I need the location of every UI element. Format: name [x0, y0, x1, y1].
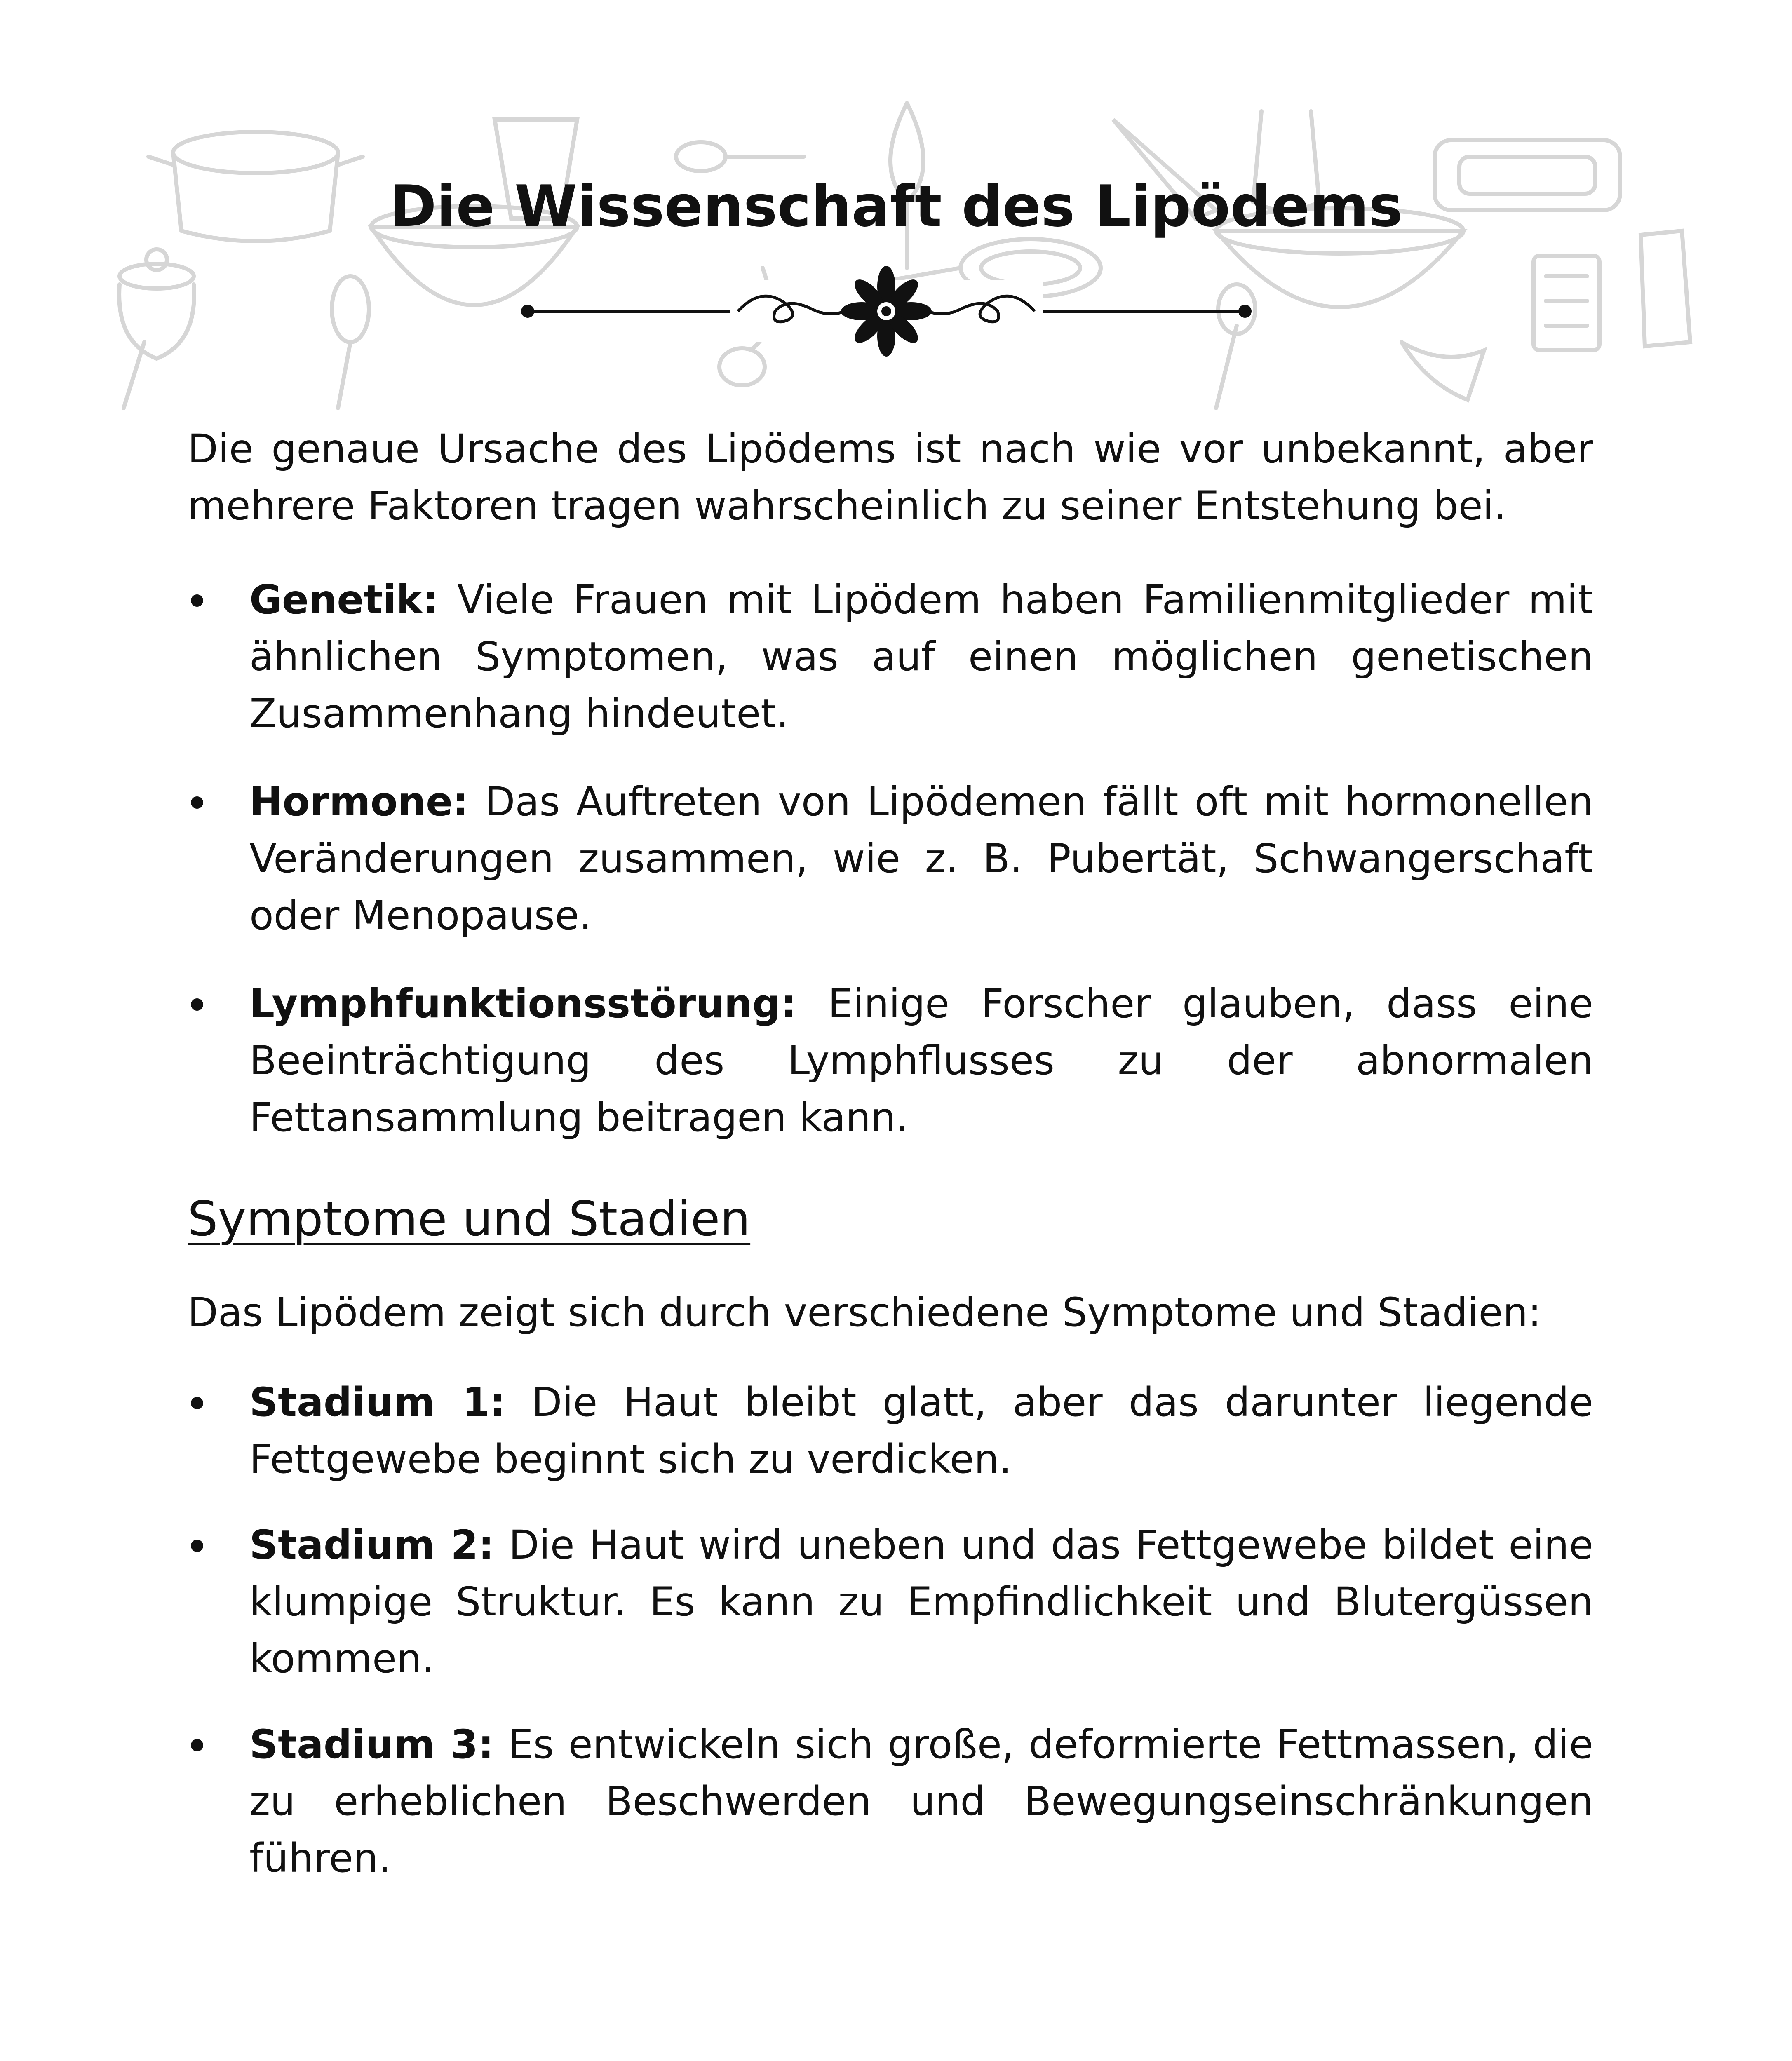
item-text: Viele Frauen mit Lipödem haben Familienmitglieder mit ähnlichen Symptomen, was auf einen möglichen genetischen Zusammenhang hindeutet.	[249, 577, 1593, 737]
page-title: Die Wissenschaft des Lipödems	[389, 173, 1403, 239]
item-text: Die Haut wird uneben und das Fettgewebe bildet eine klumpige Struktur. Es kann zu Empfindlichkeit und Blutergüssen kommen.	[249, 1522, 1594, 1682]
bullet-icon	[191, 998, 203, 1011]
item-term: Lymphfunktionsstörung:	[249, 981, 796, 1027]
item-text: Die Haut bleibt glatt, aber das darunter liegende Fettgewebe beginnt sich zu verdicken.	[249, 1379, 1594, 1482]
bullet-icon	[191, 1540, 203, 1552]
intro-paragraph: Die genaue Ursache des Lipödems ist nach wie vor unbekannt, aber mehrere Faktoren tragen wahrscheinlich zu seiner Entstehung bei.	[188, 426, 1593, 529]
list-item	[188, 1374, 1593, 1488]
list-item	[188, 571, 1593, 742]
list-item	[188, 1516, 1593, 1687]
list-item	[188, 975, 1593, 1146]
item-text: Einige Forscher glauben, dass eine Beeinträchtigung des Lymphflusses zu der abnormalen Fettansammlung beitragen kann.	[249, 981, 1593, 1141]
bullet-icon	[191, 796, 203, 809]
main-content	[188, 420, 1593, 1887]
section-intro: Das Lipödem zeigt sich durch verschiedene Symptome und Stadien:	[188, 1289, 1541, 1336]
item-text: Es entwickeln sich große, deformierte Fettmassen, die zu erheblichen Beschwerden und Bewegungseinschränkungen führen.	[249, 1721, 1593, 1881]
factor-list	[188, 571, 1593, 1146]
item-term: Stadium 1:	[249, 1379, 506, 1425]
section-heading: Symptome und Stadien	[188, 1191, 751, 1247]
item-term: Genetik:	[249, 577, 439, 623]
bullet-icon	[191, 1739, 203, 1751]
flower-icon	[841, 266, 932, 357]
bullet-icon	[191, 1397, 203, 1409]
item-term: Hormone:	[249, 779, 469, 825]
item-term: Stadium 3:	[249, 1721, 494, 1768]
ornamental-divider	[515, 256, 1257, 359]
list-item	[188, 1716, 1593, 1887]
stage-list	[188, 1374, 1593, 1887]
item-term: Stadium 2:	[249, 1522, 494, 1568]
bullet-icon	[191, 594, 203, 607]
list-item	[188, 773, 1593, 944]
item-text: Das Auftreten von Lipödemen fällt oft mit hormonellen Veränderungen zusammen, wie z. B. Pubertät, Schwangerschaft oder Menopause.	[249, 779, 1593, 939]
